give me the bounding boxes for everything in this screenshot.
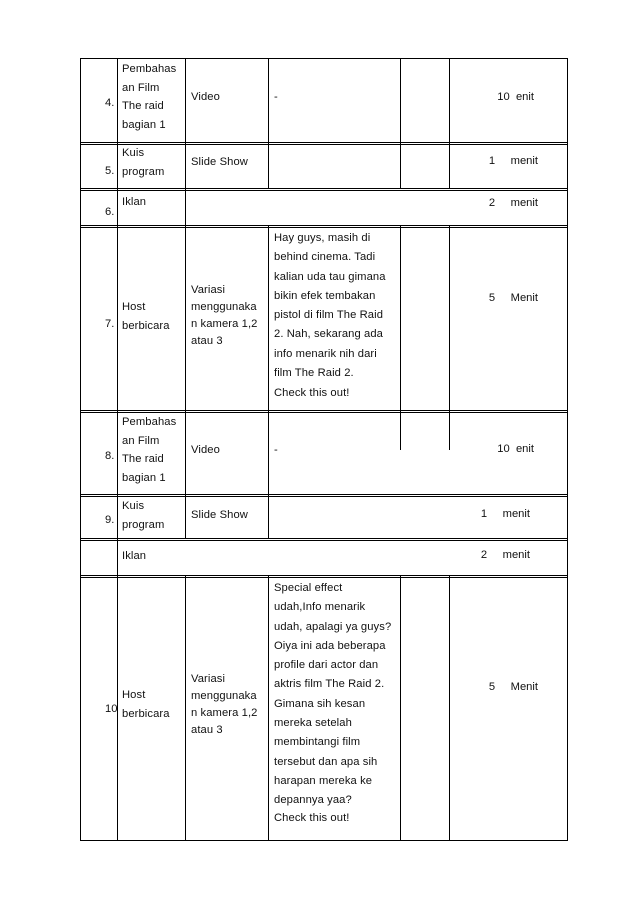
row-divider	[80, 225, 568, 228]
media-cell: Variasi menggunaka n kamera 1,2 atau 3	[191, 284, 258, 347]
table-bottom-border	[80, 840, 568, 841]
row-divider	[80, 575, 568, 578]
column-divider	[268, 575, 269, 841]
duration-cell: 5 Menit	[488, 681, 538, 693]
segment-cell: Kuis program	[122, 500, 165, 531]
row-number: 4.	[105, 97, 115, 109]
row-number: 9.	[105, 514, 115, 526]
segment-cell: Kuis program	[122, 147, 165, 178]
row-number: 10	[105, 703, 118, 715]
row-number: 6.	[105, 206, 115, 218]
row-divider	[80, 188, 568, 191]
content-cell: Hay guys, masih di behind cinema. Tadi kalian uda tau gimana bikin efek tembakan pistol di film The Raid 2. Nah, sekarang ada info menarik nih dari film The Raid 2.	[274, 232, 386, 380]
segment-cell: Pembahas an Film The raid bagian 1	[122, 63, 177, 131]
segment-cell: Iklan	[122, 196, 147, 208]
column-divider	[400, 575, 401, 841]
table-top-border	[80, 58, 568, 59]
column-divider	[400, 58, 401, 189]
content-cell: -	[274, 444, 278, 456]
media-cell: Video	[191, 444, 220, 456]
content-cell: Special effect udah,Info menarik udah, apalagi ya guys? Oiya ini ada beberapa profile dari actor dan aktris film The Raid 2. Gimana sih kesan mereka setelah membintangi film tersebut dan apa sih harapan mereka ke depannya yaa?	[274, 582, 392, 807]
row-divider	[80, 538, 568, 541]
media-cell: Video	[191, 91, 220, 103]
media-cell: Slide Show	[191, 156, 248, 168]
row-number: 7.	[105, 318, 115, 330]
column-divider	[185, 575, 186, 841]
column-divider	[185, 58, 186, 538]
table-right-border	[567, 58, 568, 841]
table-left-border	[80, 58, 81, 841]
media-cell: Slide Show	[191, 509, 248, 521]
segment-cell: Host berbicara	[122, 301, 170, 332]
duration-cell: 10 enit	[497, 91, 534, 103]
segment-cell: Iklan	[122, 550, 147, 562]
segment-cell: Host berbicara	[122, 689, 170, 720]
segment-cell: Pembahas an Film The raid bagian 1	[122, 416, 177, 484]
column-divider	[449, 575, 450, 841]
row-number: 5.	[105, 165, 115, 177]
column-divider	[268, 58, 269, 189]
media-cell: Variasi menggunaka n kamera 1,2 atau 3	[191, 673, 258, 736]
column-divider	[268, 225, 269, 538]
duration-cell: 2 menit	[480, 549, 530, 561]
column-divider	[449, 225, 450, 450]
duration-cell: 5 Menit	[488, 292, 538, 304]
row-number: 8.	[105, 450, 115, 462]
duration-cell: 2 menit	[488, 197, 538, 209]
column-divider	[449, 58, 450, 189]
content-tail: Check this out!	[274, 387, 350, 399]
column-divider	[117, 58, 118, 841]
duration-cell: 10 enit	[497, 443, 534, 455]
column-divider	[400, 225, 401, 450]
duration-cell: 1 menit	[480, 508, 530, 520]
duration-cell: 1 menit	[488, 155, 538, 167]
content-tail: Check this out!	[274, 812, 350, 824]
content-cell: -	[274, 91, 278, 103]
